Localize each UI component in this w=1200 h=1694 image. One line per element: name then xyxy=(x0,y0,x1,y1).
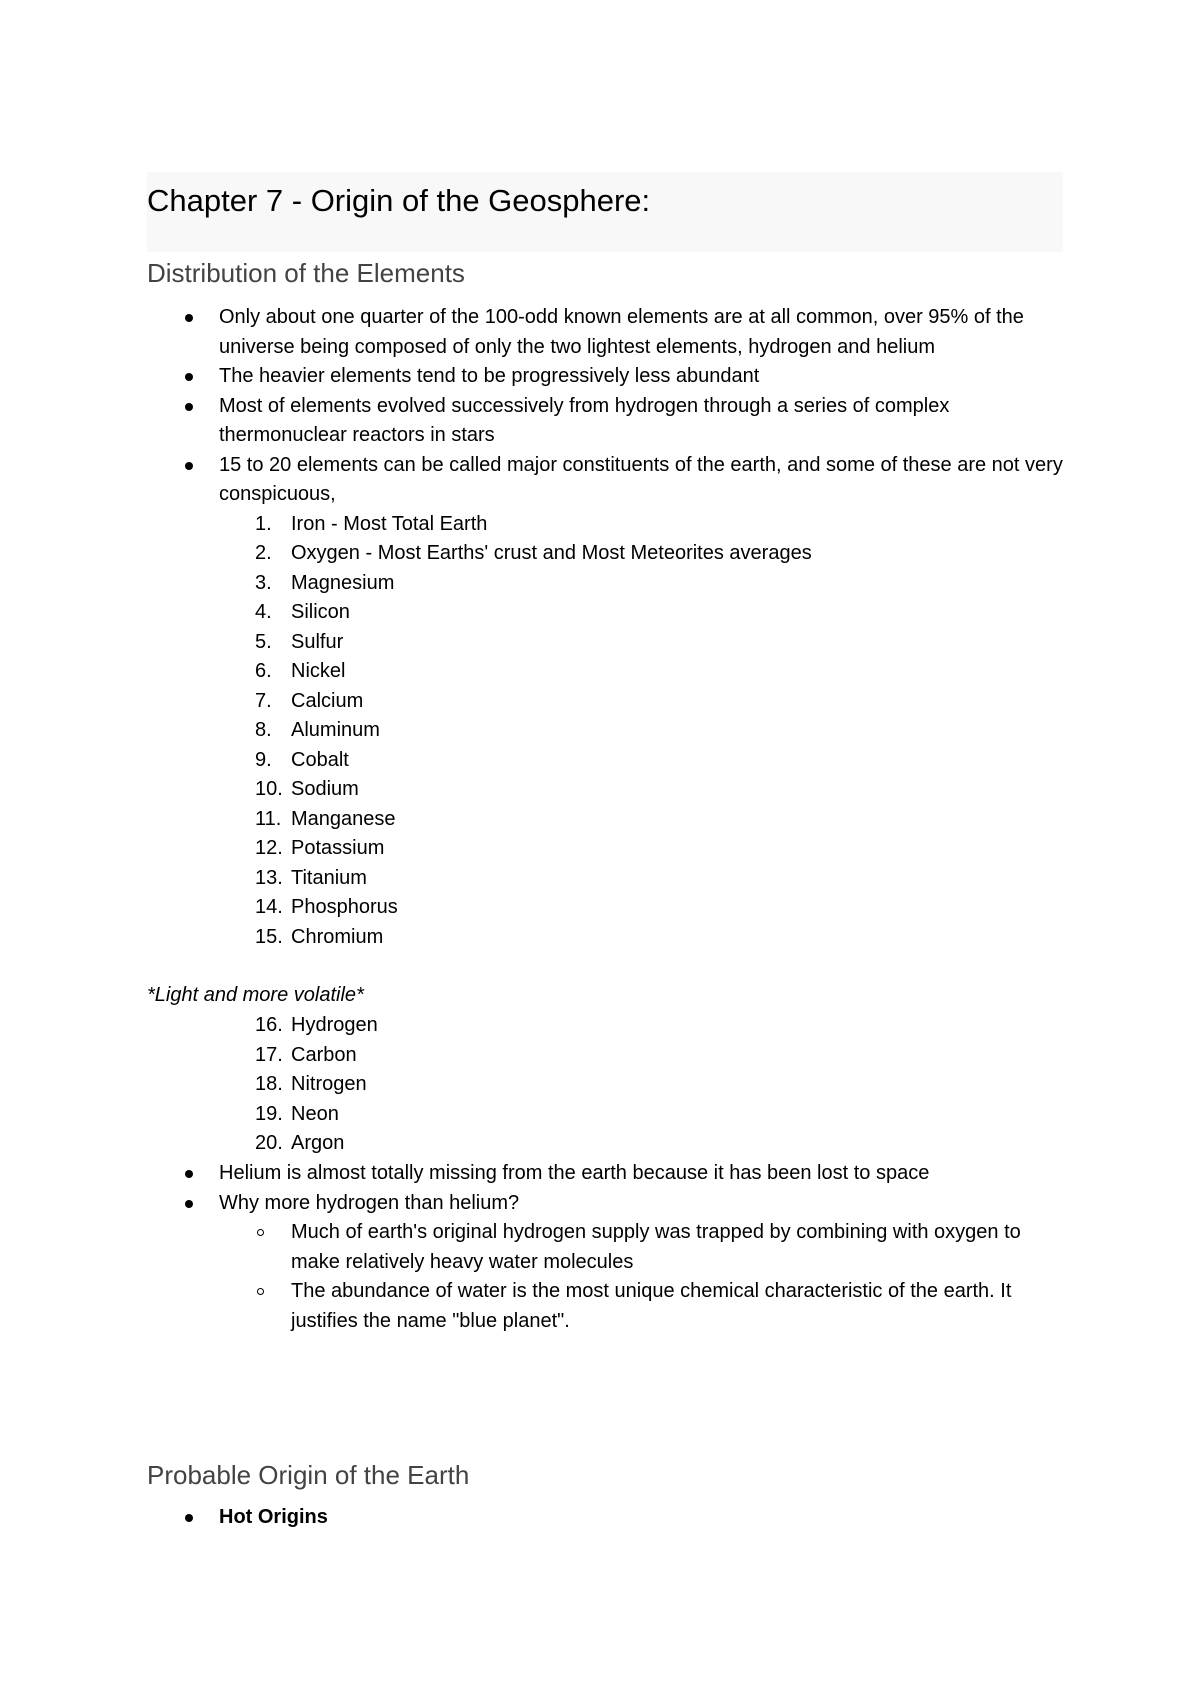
list-text: Manganese xyxy=(291,807,396,830)
list-item xyxy=(147,834,1069,864)
list-item xyxy=(147,923,1069,953)
section-heading-distribution: Distribution of the Elements xyxy=(147,258,465,288)
bullet-item xyxy=(147,392,1069,451)
list-number: 2. xyxy=(255,542,272,564)
list-item xyxy=(147,864,1069,894)
sub-bullet-text: Much of earth's original hydrogen supply was trapped by combining with oxygen to make relatively heavy water molecules xyxy=(291,1221,1021,1273)
bullet-text: Most of elements evolved successively from hydrogen through a series of complex thermonuclear reactors in stars xyxy=(219,394,950,446)
list-text: Neon xyxy=(291,1102,339,1125)
bullet-dot-icon xyxy=(185,1514,193,1522)
list-text: Carbon xyxy=(291,1043,357,1066)
list-number: 18. xyxy=(255,1073,283,1095)
sub-bullet-item xyxy=(147,1218,1071,1277)
list-text: Titanium xyxy=(291,866,367,889)
list-number: 14. xyxy=(255,896,283,918)
bullet-dot-icon xyxy=(185,373,193,381)
list-item xyxy=(147,1129,378,1159)
list-text: Sodium xyxy=(291,778,359,800)
bullet-item xyxy=(147,451,1069,953)
bullet-item xyxy=(147,303,1069,362)
section-heading-origin: Probable Origin of the Earth xyxy=(147,1460,470,1490)
sub-bullet-text: The abundance of water is the most unique chemical characteristic of the earth. It justifies the name "blue planet". xyxy=(291,1280,1012,1332)
list-item xyxy=(147,569,1069,599)
list-item xyxy=(147,1011,378,1041)
bullet-text: Helium is almost totally missing from the earth because it has been lost to space xyxy=(219,1162,930,1184)
list-item xyxy=(147,746,1069,776)
bullet-item xyxy=(147,362,1069,392)
bullet-dot-icon xyxy=(185,403,193,411)
bullet-dot-icon xyxy=(185,1200,193,1208)
list-text: Phosphorus xyxy=(291,896,398,918)
list-number: 13. xyxy=(255,866,283,889)
major-elements-list xyxy=(147,510,1069,953)
list-number: 16. xyxy=(255,1014,283,1036)
list-text: Hydrogen xyxy=(291,1014,378,1036)
list-number: 20. xyxy=(255,1132,283,1154)
list-text: Iron - Most Total Earth xyxy=(291,512,488,535)
list-text: Argon xyxy=(291,1132,345,1154)
bullet-item xyxy=(147,1159,1069,1189)
list-text: Sulfur xyxy=(291,630,344,653)
list-item xyxy=(147,598,1069,628)
list-text: Cobalt xyxy=(291,748,349,771)
list-text: Silicon xyxy=(291,601,350,623)
list-item xyxy=(147,716,1069,746)
bullet-item xyxy=(147,1189,1069,1337)
hollow-circle-icon xyxy=(257,1288,264,1295)
bullet-text: 15 to 20 elements can be called major constituents of the earth, and some of these are not very conspicuous, xyxy=(219,453,1063,505)
volatile-elements-list xyxy=(147,1011,378,1159)
list-item xyxy=(147,628,1069,658)
list-text: Potassium xyxy=(291,837,385,859)
list-text: Calcium xyxy=(291,689,364,712)
list-text: Chromium xyxy=(291,925,384,948)
bullet-list-helium xyxy=(147,1159,1069,1336)
list-number: 17. xyxy=(255,1043,283,1066)
list-number: 6. xyxy=(255,660,272,682)
sub-bullet-item xyxy=(147,1277,1071,1336)
list-number: 12. xyxy=(255,837,283,859)
list-text: Aluminum xyxy=(291,719,380,741)
bullet-text: Why more hydrogen than helium? xyxy=(219,1191,520,1214)
list-item xyxy=(147,805,1069,835)
list-item xyxy=(147,539,1069,569)
list-item xyxy=(147,893,1069,923)
bullet-item xyxy=(147,1503,1069,1533)
bullet-dot-icon xyxy=(185,314,193,322)
list-number: 1. xyxy=(255,512,272,535)
list-item xyxy=(147,510,1069,540)
list-number: 9. xyxy=(255,748,272,771)
list-number: 7. xyxy=(255,689,272,712)
list-item xyxy=(147,1041,378,1071)
bullet-text: Only about one quarter of the 100-odd known elements are at all common, over 95% of the universe being composed of only the two lightest elements, hydrogen and helium xyxy=(219,306,1024,358)
list-text: Nickel xyxy=(291,660,346,682)
bullet-dot-icon xyxy=(185,1170,193,1178)
list-item xyxy=(147,687,1069,717)
list-item xyxy=(147,775,1069,805)
list-item xyxy=(147,1070,378,1100)
bullet-list-distribution xyxy=(147,303,1069,952)
bullet-text: The heavier elements tend to be progressively less abundant xyxy=(219,365,760,387)
list-number: 11. xyxy=(255,807,282,830)
page-title: Chapter 7 - Origin of the Geosphere: xyxy=(147,183,651,218)
list-item xyxy=(147,657,1069,687)
bullet-list-origin xyxy=(147,1503,1069,1533)
list-text: Magnesium xyxy=(291,571,395,594)
bullet-dot-icon xyxy=(185,462,193,470)
volatile-note: *Light and more volatile* xyxy=(147,984,364,1006)
list-number: 4. xyxy=(255,601,272,623)
list-number: 15. xyxy=(255,925,283,948)
list-number: 8. xyxy=(255,719,272,741)
list-text: Nitrogen xyxy=(291,1073,367,1095)
list-text: Oxygen - Most Earths' crust and Most Meteorites averages xyxy=(291,542,812,564)
list-number: 3. xyxy=(255,571,272,594)
list-number: 19. xyxy=(255,1102,283,1125)
list-number: 10. xyxy=(255,778,283,800)
hollow-circle-icon xyxy=(257,1229,264,1236)
sub-bullet-list xyxy=(147,1218,1069,1336)
bullet-text: Hot Origins xyxy=(219,1506,328,1528)
list-item xyxy=(147,1100,378,1130)
list-number: 5. xyxy=(255,630,272,653)
